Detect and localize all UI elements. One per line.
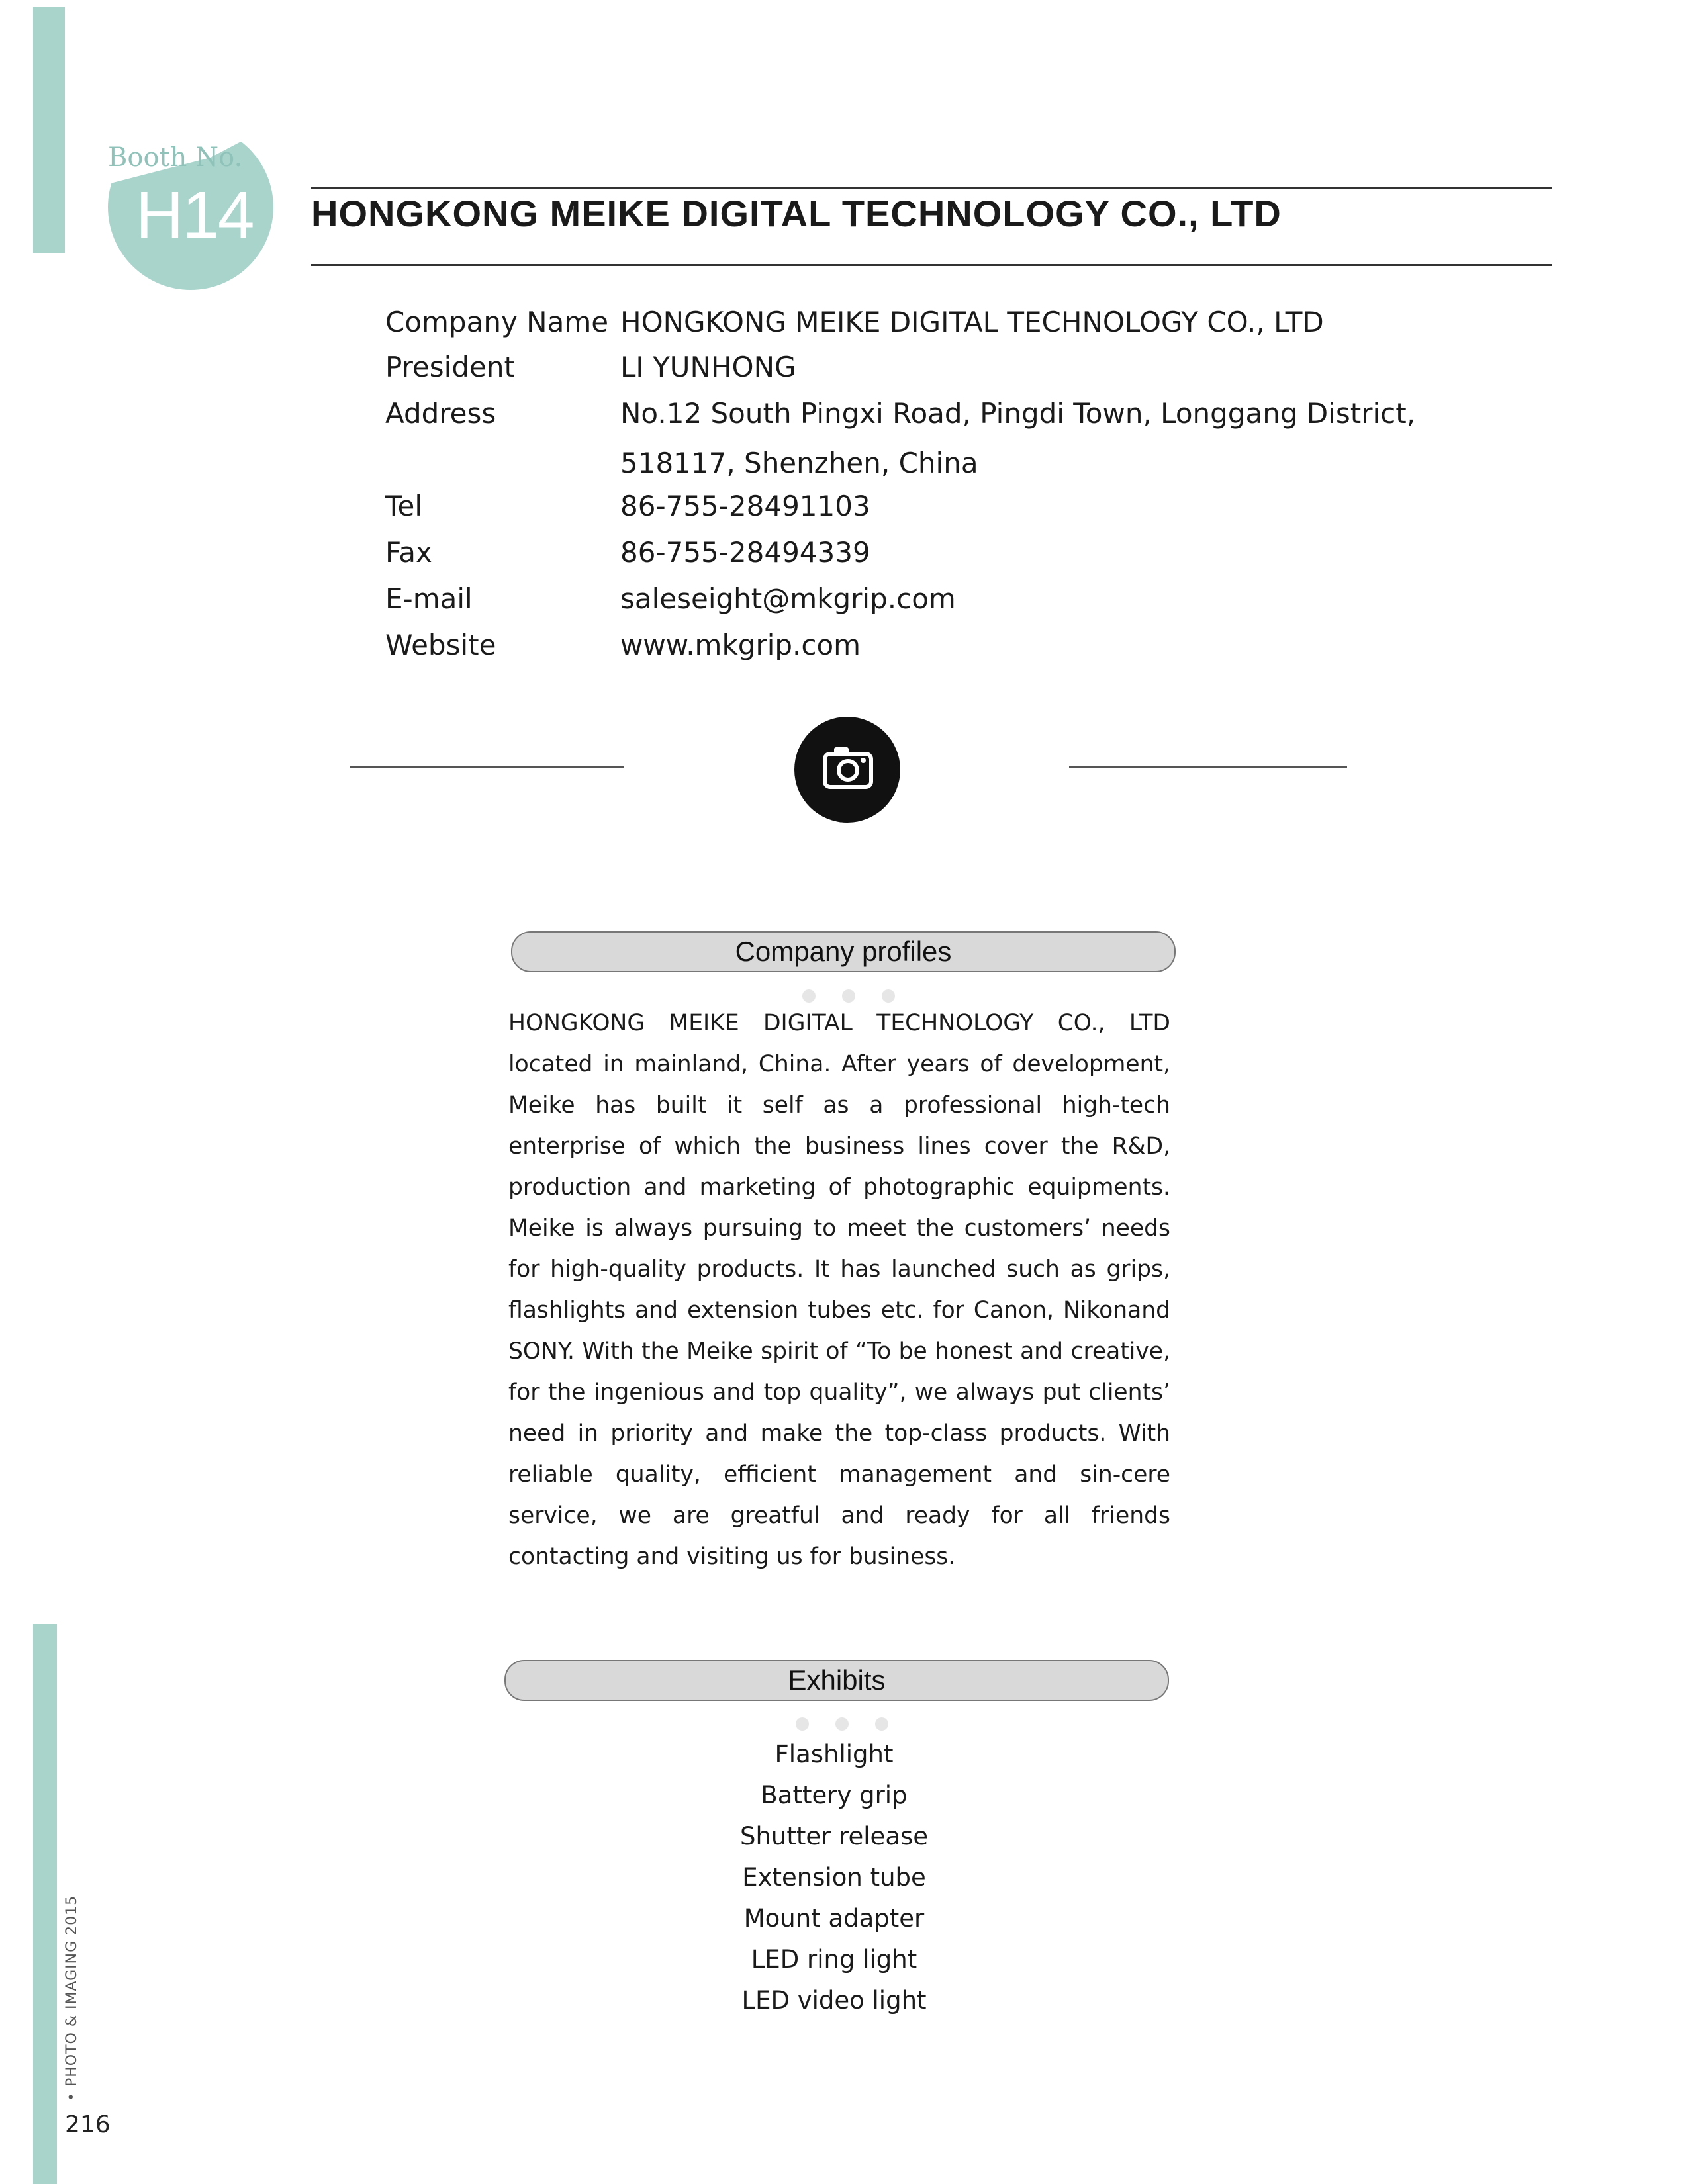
company-profile-text: HONGKONG MEIKE DIGITAL TECHNOLOGY CO., LTD located in mainland, China. After years of development, Meike has built it self as a professional high-tech enterprise of which the business lines cover the R&D, production and marketing of photographic equipments. Meike is always pursuing to meet the customers’ needs for high-quality products. It has launched such as grips, flashlights and extension tubes etc. for Canon, Nikonand SONY. With the Meike spirit of “To be honest and creative, for the ingenious and top quality”, we always put clients’ need in priority and make the top-class products. With reliable quality, efficient management and sin-cere service, we are greatful and ready for all friends contacting and visiting us for business.	[508, 1010, 1170, 1570]
info-label: Fax	[385, 536, 432, 569]
list-item: Extension tube	[742, 1863, 926, 1891]
section-dots	[782, 1717, 902, 1731]
info-value: 518117, Shenzhen, China	[620, 447, 978, 479]
page-title: HONGKONG MEIKE DIGITAL TECHNOLOGY CO., LTD	[311, 193, 1282, 234]
section-heading-profiles: Company profiles	[511, 931, 1176, 972]
section-dots	[789, 989, 908, 1003]
info-label: President	[385, 351, 515, 383]
info-label: E-mail	[385, 582, 473, 615]
info-value: 86-755-28494339	[620, 536, 870, 569]
list-item: Mount adapter	[743, 1904, 925, 1933]
page-number: 216	[65, 2111, 111, 2138]
info-label: Address	[385, 397, 496, 430]
info-value: No.12 South Pingxi Road, Pingdi Town, Longgang District,	[620, 397, 1416, 430]
info-label: Website	[385, 629, 496, 661]
info-value[interactable]: www.mkgrip.com	[620, 629, 861, 661]
list-item: Shutter release	[739, 1822, 929, 1850]
list-item: Flashlight	[774, 1740, 894, 1768]
info-label: Company Name	[385, 306, 609, 338]
section-heading-exhibits: Exhibits	[504, 1660, 1169, 1701]
divider-right	[1069, 766, 1347, 768]
camera-icon	[794, 717, 900, 823]
info-value[interactable]: saleseight@mkgrip.com	[620, 582, 956, 615]
info-value: HONGKONG MEIKE DIGITAL TECHNOLOGY CO., LTD	[620, 306, 1324, 338]
list-item: LED ring light	[751, 1945, 917, 1974]
exhibits-list	[695, 1734, 973, 2021]
title-rule-bottom	[311, 264, 1552, 266]
list-item: Battery grip	[761, 1781, 908, 1809]
info-label: Tel	[385, 490, 423, 522]
accent-bar-top	[33, 7, 65, 253]
booth-number: H14	[136, 178, 254, 252]
booth-label: Booth No.	[108, 142, 243, 173]
info-value: 86-755-28491103	[620, 490, 870, 522]
title-rule-top	[311, 187, 1552, 189]
divider-left	[350, 766, 624, 768]
publication-name: • PHOTO & IMAGING 2015	[64, 1895, 80, 2101]
accent-bar-bottom	[33, 1624, 57, 2184]
info-value: LI YUNHONG	[620, 351, 796, 383]
list-item: LED video light	[741, 1986, 927, 2015]
